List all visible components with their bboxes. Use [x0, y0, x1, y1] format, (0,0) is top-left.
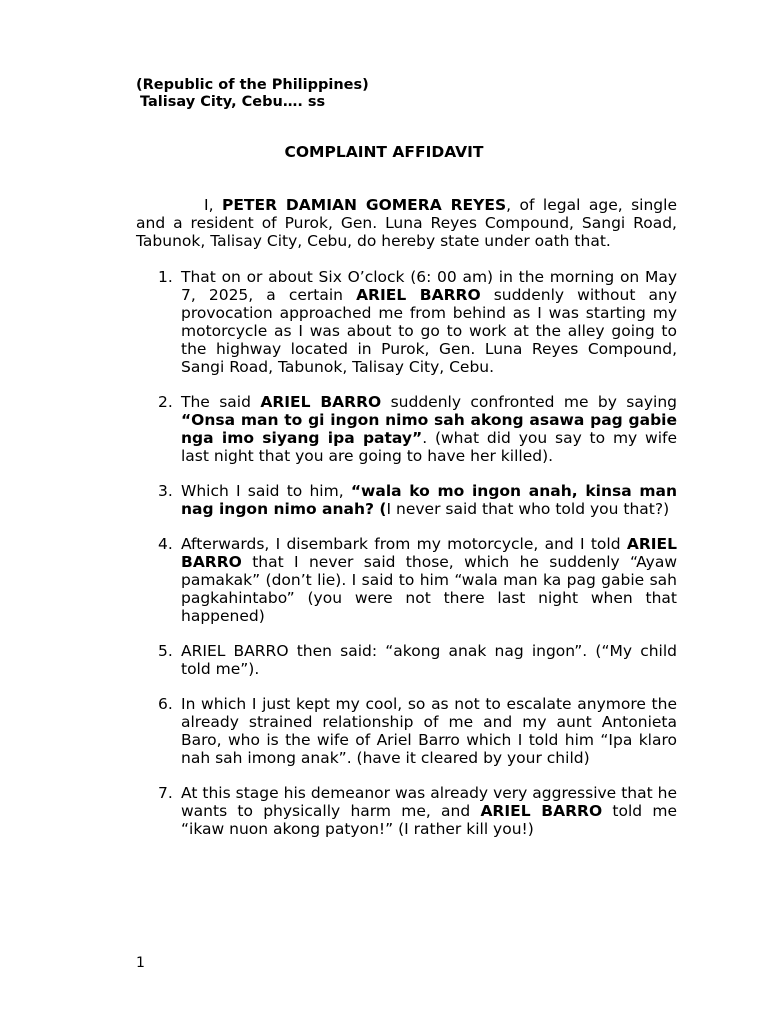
- item-text: At this stage his demeanor was already very aggressive that he wants to physically harm me, and: [181, 784, 677, 820]
- item-text: suddenly without any provocation approached me from behind as I was starting my motorcycle as I was about to go to work at the alley going to the highway located in Purok, Gen. Luna Reyes Compound, Sangi Road, Tabunok, Talisay City, Cebu.: [181, 286, 677, 376]
- statement-item-4: [158, 535, 677, 625]
- statement-item-6: [158, 695, 677, 767]
- venue-block: [136, 77, 369, 111]
- item-text: ARIEL BARRO then said: “akong anak nag ingon”. (“My child told me”).: [181, 642, 677, 678]
- item-bold: ARIEL BARRO: [480, 802, 603, 820]
- statement-item-3: [158, 482, 677, 518]
- item-bold-quote: “Onsa man to gi ingon nimo sah akong asawa pag gabie nga imo siyang ipa patay”: [181, 411, 677, 447]
- item-number: 2.: [158, 393, 173, 411]
- item-bold: ARIEL BARRO: [260, 393, 382, 411]
- intro-paragraph: [136, 196, 677, 250]
- item-number: 3.: [158, 482, 173, 500]
- item-bold-quote: “wala ko mo ingon anah, kinsa man nag ingon nimo anah? (: [181, 482, 677, 518]
- page-number: 1: [136, 955, 145, 971]
- item-number: 4.: [158, 535, 173, 553]
- item-text: Afterwards, I disembark from my motorcycle, and I told: [181, 535, 627, 553]
- intro-pre: I,: [204, 196, 222, 214]
- statement-item-2: [158, 393, 678, 465]
- item-text: Which I said to him,: [181, 482, 351, 500]
- document-body: [136, 196, 677, 855]
- item-text: . (what did you say to my wife last night that you are going to have her killed).: [181, 429, 678, 465]
- item-text: That on or about Six O’clock (6: 00 am) in the morning on May 7, 2025, a certain: [181, 268, 677, 304]
- item-number: 7.: [158, 784, 173, 802]
- item-text: told me “ikaw nuon akong patyon!” (I rather kill you!): [181, 802, 677, 838]
- item-text: In which I just kept my cool, so as not to escalate anymore the already strained relationship of me and my aunt Antonieta Baro, who is the wife of Ariel Barro which I told him “Ipa klaro nah sah imong anak”. (have it cleared by your child): [181, 695, 677, 767]
- statement-list: [136, 268, 677, 838]
- venue-line-1: (Republic of the Philippines): [136, 77, 369, 93]
- item-number: 1.: [158, 268, 173, 286]
- item-text: suddenly confronted me by saying: [381, 393, 678, 411]
- item-text: I never said that who told you that?): [386, 500, 670, 518]
- item-bold: ARIEL BARRO: [356, 286, 481, 304]
- intro-post: , of legal age, single and a resident of Purok, Gen. Luna Reyes Compound, Sangi Road, Tabunok, Talisay City, Cebu, do hereby state under oath that.: [136, 196, 677, 250]
- venue-line-2: Talisay City, Cebu…. ss: [140, 94, 326, 110]
- statement-item-5: [158, 642, 677, 678]
- item-number: 5.: [158, 642, 173, 660]
- affiant-name: PETER DAMIAN GOMERA REYES: [221, 196, 507, 214]
- document-title: COMPLAINT AFFIDAVIT: [284, 143, 484, 161]
- item-bold: ARIEL BARRO: [181, 535, 677, 571]
- item-text: The said: [181, 393, 261, 411]
- statement-item-7: [158, 784, 677, 838]
- item-text: that I never said those, which he suddenly “Ayaw pamakak” (don’t lie). I said to him “wala man ka pag gabie sah pagkahintabo” (you were not there last night when that happened): [181, 553, 677, 625]
- statement-item-1: [158, 268, 677, 376]
- item-number: 6.: [158, 695, 173, 713]
